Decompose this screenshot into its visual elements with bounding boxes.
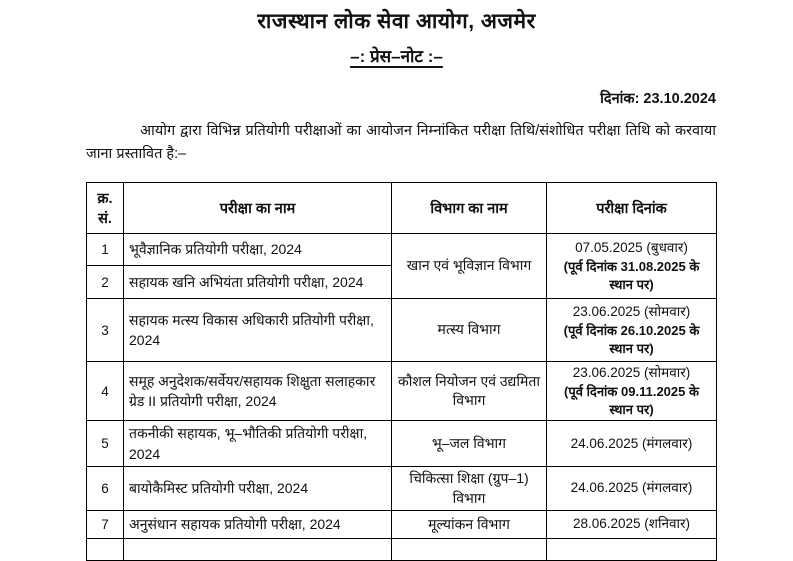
row-serial-number: 5 bbox=[87, 421, 124, 467]
exam-date: 24.06.2025 (मंगलवार) bbox=[570, 435, 693, 451]
department-cell bbox=[392, 539, 547, 561]
table-row bbox=[87, 234, 717, 266]
previous-date-note: (पूर्व दिनांक 09.11.2025 के स्थान पर) bbox=[564, 384, 699, 417]
column-header-date: परीक्षा दिनांक bbox=[547, 183, 717, 234]
row-serial-number bbox=[87, 539, 124, 561]
row-serial-number: 6 bbox=[87, 466, 124, 510]
press-note-subtitle bbox=[0, 44, 793, 67]
row-serial-number: 1 bbox=[87, 234, 124, 266]
department-cell: मत्स्य विभाग bbox=[392, 299, 547, 362]
column-header-dept: विभाग का नाम bbox=[392, 183, 547, 234]
page-title: राजस्थान लोक सेवा आयोग, अजमेर bbox=[257, 10, 536, 33]
exam-name-cell: सहायक खनि अभियंता प्रतियोगी परीक्षा, 2024 bbox=[124, 266, 392, 299]
column-header-exam: परीक्षा का नाम bbox=[124, 183, 392, 234]
exam-name-cell: अनुसंधान सहायक प्रतियोगी परीक्षा, 2024 bbox=[124, 511, 392, 539]
column-header-sno: क्र. सं. bbox=[87, 183, 124, 234]
row-serial-number: 4 bbox=[87, 362, 124, 421]
press-note-subtitle-text: –: प्रेस–नोट :– bbox=[350, 47, 443, 66]
table-row bbox=[87, 299, 717, 362]
exam-date: 23.06.2025 (सोमवार) bbox=[572, 365, 691, 380]
exam-date-cell bbox=[547, 299, 717, 362]
exam-date-cell bbox=[547, 539, 717, 561]
exam-name-cell: सहायक मत्स्य विकास अधिकारी प्रतियोगी परीक्षा, 2024 bbox=[124, 299, 392, 362]
row-serial-number: 2 bbox=[87, 266, 124, 299]
table-row bbox=[87, 511, 717, 539]
exam-name-cell: भूवैज्ञानिक प्रतियोगी परीक्षा, 2024 bbox=[124, 234, 392, 266]
row-serial-number: 7 bbox=[87, 511, 124, 539]
row-serial-number: 3 bbox=[87, 299, 124, 362]
intro-paragraph: आयोग द्वारा विभिन्न प्रतियोगी परीक्षाओं का आयोजन निम्नांकित परीक्षा तिथि/संशोधित परीक्षा तिथि को करवाया जाना प्रस्तावित है:– bbox=[86, 123, 716, 162]
document-date: दिनांक: 23.10.2024 bbox=[600, 91, 716, 107]
exam-name-cell bbox=[124, 539, 392, 561]
table-row bbox=[87, 466, 717, 510]
table-row-clipped bbox=[87, 539, 717, 561]
department-cell: कौशल नियोजन एवं उद्यमिता विभाग bbox=[392, 362, 547, 421]
table-header-row bbox=[87, 183, 717, 234]
exam-date-cell-merged bbox=[547, 234, 717, 299]
department-cell-merged: खान एवं भूविज्ञान विभाग bbox=[392, 234, 547, 299]
exam-schedule-table bbox=[86, 182, 717, 561]
department-cell: भू–जल विभाग bbox=[392, 421, 547, 467]
table-row bbox=[87, 362, 717, 421]
exam-date: 07.05.2025 (बुधवार) bbox=[575, 239, 688, 255]
department-cell: मूल्यांकन विभाग bbox=[392, 511, 547, 539]
exam-name-cell: समूह अनुदेशक/सर्वेयर/सहायक शिक्षुता सलाहकार ग्रेड II प्रतियोगी परीक्षा, 2024 bbox=[124, 362, 392, 421]
table-row bbox=[87, 421, 717, 467]
exam-name-cell: बायोकैमिस्ट प्रतियोगी परीक्षा, 2024 bbox=[124, 466, 392, 510]
exam-date: 28.06.2025 (शनिवार) bbox=[572, 516, 690, 532]
department-cell: चिकित्सा शिक्षा (ग्रुप–1) विभाग bbox=[392, 466, 547, 510]
exam-date-cell bbox=[547, 362, 717, 421]
exam-date-cell bbox=[547, 511, 717, 539]
exam-date-cell bbox=[547, 466, 717, 510]
previous-date-note: (पूर्व दिनांक 31.08.2025 के स्थान पर) bbox=[563, 259, 700, 292]
exam-date: 23.06.2025 (सोमवार) bbox=[572, 303, 691, 319]
previous-date-note: (पूर्व दिनांक 26.10.2025 के स्थान पर) bbox=[563, 323, 700, 356]
exam-date-cell bbox=[547, 421, 717, 467]
exam-date: 24.06.2025 (मंगलवार) bbox=[570, 480, 693, 496]
exam-name-cell: तकनीकी सहायक, भू–भौतिकी प्रतियोगी परीक्षा, 2024 bbox=[124, 421, 392, 467]
